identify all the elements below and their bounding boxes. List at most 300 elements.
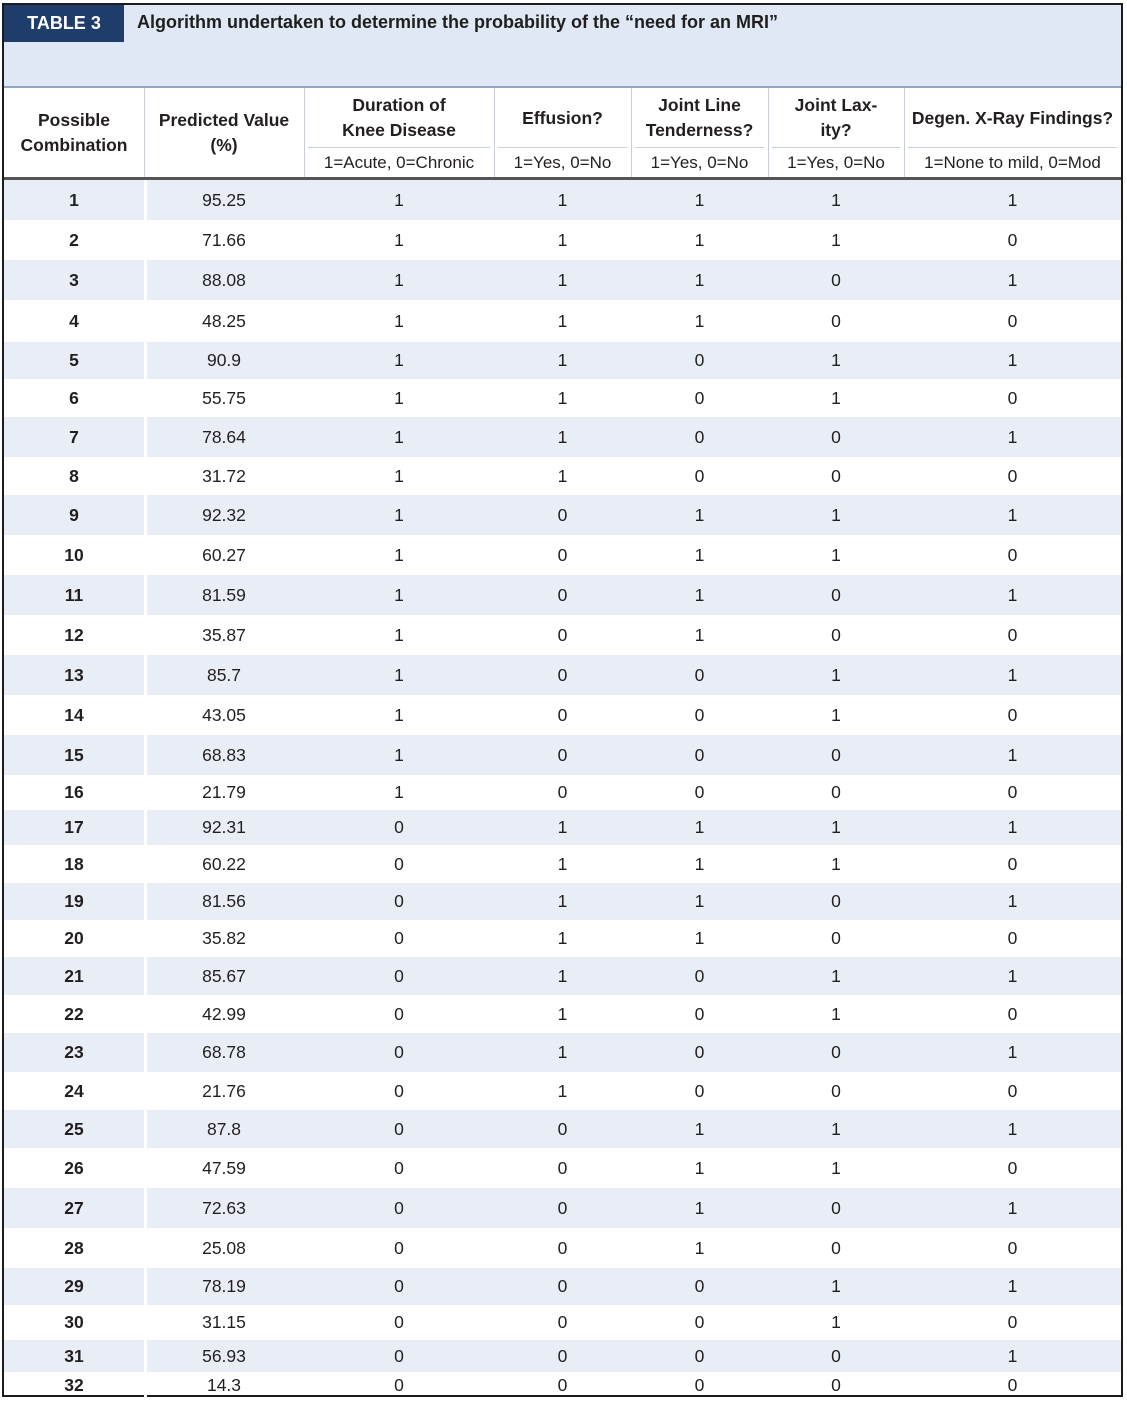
cell-predicted-value: 78.19: [202, 1276, 246, 1296]
table-row: [4, 1072, 1121, 1110]
cell-degen-xray: 1: [1007, 744, 1018, 765]
cell-degen-xray: 0: [1007, 1080, 1018, 1101]
column-divider: [144, 920, 147, 957]
column-divider: [144, 88, 145, 177]
cell-effusion: 1: [557, 1042, 568, 1062]
cell-joint-line-tenderness: 1: [694, 584, 705, 605]
cell-joint-line-tenderness: 1: [694, 1118, 705, 1139]
column-divider: [144, 1268, 147, 1305]
cell-joint-line-tenderness: 1: [694, 189, 705, 210]
table-row: [4, 1033, 1121, 1072]
cell-degen-xray: 1: [1007, 817, 1018, 837]
cell-predicted-value: 31.72: [202, 465, 246, 486]
cell-duration: 0: [394, 1080, 404, 1101]
table-row: [4, 1268, 1121, 1305]
column-divider: [144, 957, 147, 995]
column-divider: [144, 1033, 147, 1072]
cell-predicted-value: 81.56: [202, 891, 246, 911]
column-divider: [144, 1072, 147, 1110]
cell-effusion: 1: [557, 928, 568, 948]
cell-predicted-value: 92.32: [202, 504, 246, 525]
cell-degen-xray: 0: [1007, 387, 1018, 408]
cell-predicted-value: 42.99: [202, 1003, 246, 1024]
header-duration-of-knee-disease: Duration of Knee Disease: [342, 95, 456, 140]
cell-joint-laxity: 1: [831, 189, 841, 210]
cell-effusion: 0: [557, 664, 568, 685]
cell-duration: 1: [394, 544, 404, 565]
cell-effusion: 1: [557, 891, 568, 911]
cell-predicted-value: 71.66: [202, 229, 246, 250]
table-row: [4, 695, 1121, 735]
cell-predicted-value: 48.25: [202, 310, 246, 331]
cell-predicted-value: 56.93: [202, 1345, 246, 1366]
table-row: [4, 1110, 1121, 1148]
cell-joint-laxity: 1: [831, 387, 841, 408]
cell-joint-laxity: 0: [831, 426, 841, 447]
cell-joint-line-tenderness: 0: [694, 782, 705, 802]
cell-joint-line-tenderness: 1: [694, 544, 705, 565]
cell-combination: 23: [64, 1042, 84, 1062]
cell-joint-laxity: 0: [831, 465, 841, 486]
table-row: [4, 995, 1121, 1033]
cell-joint-laxity: 0: [831, 744, 841, 765]
cell-effusion: 1: [557, 1003, 568, 1024]
cell-predicted-value: 47.59: [202, 1157, 246, 1178]
cell-combination: 4: [69, 310, 79, 331]
cell-joint-line-tenderness: 0: [694, 350, 705, 370]
cell-predicted-value: 55.75: [202, 387, 246, 408]
table-row: [4, 417, 1121, 457]
cell-joint-laxity: 0: [831, 1375, 841, 1395]
cell-effusion: 1: [557, 853, 568, 874]
cell-predicted-value: 90.9: [206, 350, 242, 370]
cell-degen-xray: 0: [1007, 853, 1018, 874]
table-row: [4, 920, 1121, 957]
cell-duration: 1: [394, 624, 404, 645]
cell-degen-xray: 1: [1007, 1042, 1018, 1062]
cell-duration: 0: [394, 1375, 404, 1395]
cell-degen-xray: 1: [1007, 1118, 1018, 1139]
cell-predicted-value: 21.76: [202, 1080, 246, 1101]
cell-degen-xray: 0: [1007, 782, 1018, 802]
cell-degen-xray: 0: [1007, 229, 1018, 250]
cell-effusion: 0: [557, 504, 568, 525]
cell-predicted-value: 68.78: [202, 1042, 246, 1062]
cell-duration: 0: [394, 1276, 404, 1296]
cell-predicted-value: 60.22: [202, 853, 246, 874]
cell-duration: 0: [394, 1237, 404, 1258]
cell-degen-xray: 0: [1007, 1003, 1018, 1024]
table-row: [4, 1372, 1121, 1399]
cell-combination: 17: [64, 817, 84, 837]
cell-predicted-value: 85.7: [206, 664, 242, 685]
cell-duration: 1: [394, 426, 404, 447]
cell-joint-line-tenderness: 1: [694, 891, 705, 911]
cell-joint-laxity: 0: [831, 1237, 841, 1258]
cell-effusion: 0: [557, 1276, 568, 1296]
table-row: [4, 342, 1121, 379]
cell-effusion: 0: [557, 1312, 568, 1332]
cell-predicted-value: 21.79: [202, 782, 246, 802]
cell-degen-xray: 1: [1007, 965, 1018, 986]
cell-effusion: 1: [557, 189, 568, 210]
column-divider: [144, 995, 147, 1033]
cell-effusion: 1: [557, 387, 568, 408]
cell-effusion: 0: [557, 544, 568, 565]
cell-joint-laxity: 0: [831, 584, 841, 605]
cell-predicted-value: 31.15: [202, 1312, 246, 1332]
column-divider: [631, 88, 632, 177]
cell-joint-line-tenderness: 0: [694, 1003, 705, 1024]
cell-duration: 0: [394, 817, 404, 837]
column-divider: [144, 379, 147, 417]
cell-degen-xray: 0: [1007, 624, 1018, 645]
cell-joint-laxity: 0: [831, 310, 841, 331]
column-divider: [144, 1148, 147, 1188]
column-divider: [144, 1340, 147, 1372]
header-duration-of-knee-disease-coding: 1=Acute, 0=Chronic: [323, 153, 475, 172]
column-divider: [904, 88, 905, 177]
cell-joint-laxity: 1: [831, 1157, 841, 1178]
cell-effusion: 1: [557, 817, 568, 837]
cell-effusion: 1: [557, 465, 568, 486]
cell-effusion: 0: [557, 624, 568, 645]
cell-combination: 18: [64, 853, 84, 874]
header-divider: [498, 147, 627, 148]
cell-joint-line-tenderness: 0: [694, 387, 705, 408]
table-row: [4, 957, 1121, 995]
cell-joint-laxity: 1: [831, 544, 841, 565]
cell-combination: 3: [69, 269, 79, 290]
cell-joint-laxity: 0: [831, 1042, 841, 1062]
cell-duration: 1: [394, 387, 404, 408]
cell-effusion: 0: [557, 1197, 568, 1218]
column-divider: [144, 883, 147, 920]
cell-combination: 29: [64, 1276, 84, 1296]
column-divider: [494, 88, 495, 177]
cell-combination: 24: [64, 1080, 84, 1101]
column-divider: [144, 417, 147, 457]
cell-joint-laxity: 0: [831, 624, 841, 645]
cell-joint-laxity: 1: [831, 817, 841, 837]
cell-duration: 1: [394, 704, 404, 725]
cell-predicted-value: 88.08: [202, 269, 246, 290]
cell-joint-line-tenderness: 0: [694, 1345, 705, 1366]
column-divider: [144, 810, 147, 845]
column-divider: [144, 775, 147, 810]
header-divider: [772, 147, 900, 148]
cell-predicted-value: 92.31: [202, 817, 246, 837]
cell-joint-laxity: 0: [831, 1080, 841, 1101]
cell-joint-laxity: 1: [831, 704, 841, 725]
caption-band: [4, 5, 1121, 88]
table-row: [4, 735, 1121, 775]
cell-joint-line-tenderness: 0: [694, 704, 705, 725]
cell-joint-line-tenderness: 0: [694, 664, 705, 685]
cell-combination: 30: [64, 1312, 84, 1332]
column-divider: [768, 88, 769, 177]
cell-duration: 1: [394, 229, 404, 250]
cell-joint-line-tenderness: 1: [694, 1157, 705, 1178]
cell-effusion: 0: [557, 1118, 568, 1139]
cell-combination: 32: [64, 1375, 84, 1395]
cell-predicted-value: 68.83: [202, 744, 246, 765]
column-divider: [144, 300, 147, 342]
cell-effusion: 0: [557, 1375, 568, 1395]
header-joint-line-tenderness: Joint Line Tenderness?: [645, 95, 754, 140]
cell-combination: 19: [64, 891, 84, 911]
table-row: [4, 379, 1121, 417]
header-effusion: Effusion?: [522, 107, 603, 128]
cell-degen-xray: 1: [1007, 584, 1018, 605]
column-divider: [144, 342, 147, 379]
cell-joint-line-tenderness: 0: [694, 465, 705, 486]
header-effusion-coding: 1=Yes, 0=No: [513, 153, 612, 172]
cell-predicted-value: 87.8: [206, 1118, 242, 1139]
cell-combination: 28: [64, 1237, 84, 1258]
cell-predicted-value: 78.64: [202, 426, 246, 447]
cell-effusion: 1: [557, 350, 568, 370]
table-row: [4, 615, 1121, 655]
cell-combination: 6: [69, 387, 79, 408]
table-row: [4, 260, 1121, 300]
cell-combination: 20: [64, 928, 84, 948]
cell-joint-line-tenderness: 1: [694, 853, 705, 874]
cell-combination: 16: [64, 782, 84, 802]
table-row: [4, 535, 1121, 575]
cell-effusion: 1: [557, 1080, 568, 1101]
table-title: Algorithm undertaken to determine the probability of the “need for an MRI”: [137, 12, 779, 32]
table-row: [4, 810, 1121, 845]
cell-effusion: 0: [557, 1237, 568, 1258]
cell-joint-laxity: 1: [831, 965, 841, 986]
cell-joint-laxity: 1: [831, 1312, 841, 1332]
cell-joint-laxity: 1: [831, 1276, 841, 1296]
column-divider: [144, 1305, 147, 1340]
cell-joint-laxity: 0: [831, 891, 841, 911]
cell-duration: 1: [394, 350, 404, 370]
cell-duration: 1: [394, 584, 404, 605]
cell-predicted-value: 25.08: [202, 1237, 246, 1258]
column-divider: [144, 575, 147, 615]
cell-predicted-value: 81.59: [202, 584, 246, 605]
column-divider: [144, 1228, 147, 1268]
cell-joint-laxity: 1: [831, 504, 841, 525]
column-divider: [144, 655, 147, 695]
cell-duration: 1: [394, 744, 404, 765]
cell-effusion: 1: [557, 426, 568, 447]
table-row: [4, 220, 1121, 260]
cell-joint-line-tenderness: 1: [694, 310, 705, 331]
cell-degen-xray: 0: [1007, 1157, 1018, 1178]
cell-predicted-value: 72.63: [202, 1197, 246, 1218]
table-row: [4, 180, 1121, 220]
cell-degen-xray: 1: [1007, 189, 1018, 210]
column-divider: [144, 1188, 147, 1228]
cell-joint-line-tenderness: 0: [694, 1042, 705, 1062]
cell-duration: 1: [394, 664, 404, 685]
cell-degen-xray: 1: [1007, 350, 1018, 370]
cell-degen-xray: 0: [1007, 1375, 1018, 1395]
cell-joint-line-tenderness: 0: [694, 1276, 705, 1296]
cell-duration: 0: [394, 1345, 404, 1366]
table-row: [4, 883, 1121, 920]
cell-combination: 2: [69, 229, 79, 250]
cell-duration: 1: [394, 504, 404, 525]
column-divider: [144, 695, 147, 735]
table-row: [4, 1148, 1121, 1188]
cell-duration: 0: [394, 928, 404, 948]
cell-joint-laxity: 1: [831, 1118, 841, 1139]
table-row: [4, 495, 1121, 535]
cell-effusion: 0: [557, 782, 568, 802]
table-header: [4, 88, 1121, 180]
cell-duration: 0: [394, 1197, 404, 1218]
cell-effusion: 1: [557, 229, 568, 250]
cell-effusion: 0: [557, 584, 568, 605]
cell-predicted-value: 14.3: [206, 1375, 242, 1395]
header-degen-xray-findings: Degen. X-Ray Findings?: [911, 107, 1114, 128]
cell-combination: 11: [64, 584, 84, 605]
cell-predicted-value: 35.87: [202, 624, 246, 645]
cell-degen-xray: 0: [1007, 1312, 1018, 1332]
header-degen-xray-findings-coding: 1=None to mild, 0=Mod: [924, 153, 1101, 172]
cell-duration: 1: [394, 310, 404, 331]
header-predicted-value: Predicted Value (%): [158, 109, 290, 155]
cell-joint-line-tenderness: 0: [694, 1375, 705, 1395]
table-row: [4, 1305, 1121, 1340]
cell-degen-xray: 1: [1007, 664, 1018, 685]
cell-degen-xray: 1: [1007, 269, 1018, 290]
cell-combination: 25: [64, 1118, 84, 1139]
table-number-label: TABLE 3: [4, 5, 124, 42]
column-divider: [144, 457, 147, 495]
header-possible-combination: Possible Combination: [20, 109, 128, 155]
cell-joint-line-tenderness: 1: [694, 504, 705, 525]
cell-degen-xray: 1: [1007, 426, 1018, 447]
cell-joint-laxity: 1: [831, 1003, 841, 1024]
column-divider: [144, 495, 147, 535]
cell-combination: 22: [64, 1003, 84, 1024]
cell-degen-xray: 1: [1007, 1276, 1018, 1296]
cell-joint-laxity: 0: [831, 928, 841, 948]
cell-predicted-value: 60.27: [202, 544, 246, 565]
cell-effusion: 0: [557, 1157, 568, 1178]
cell-combination: 14: [64, 704, 84, 725]
header-divider: [908, 147, 1117, 148]
column-divider: [144, 220, 147, 260]
table-frame: [2, 3, 1123, 1397]
table-row: [4, 845, 1121, 883]
cell-predicted-value: 95.25: [202, 189, 246, 210]
cell-combination: 1: [69, 189, 79, 210]
cell-degen-xray: 0: [1007, 928, 1018, 948]
table-row: [4, 1228, 1121, 1268]
header-divider: [308, 147, 490, 148]
cell-duration: 1: [394, 269, 404, 290]
cell-joint-laxity: 1: [831, 350, 841, 370]
column-divider: [144, 260, 147, 300]
cell-joint-laxity: 0: [831, 269, 841, 290]
cell-predicted-value: 35.82: [202, 928, 246, 948]
cell-duration: 0: [394, 1118, 404, 1139]
cell-degen-xray: 0: [1007, 704, 1018, 725]
cell-combination: 5: [69, 350, 79, 370]
cell-degen-xray: 0: [1007, 1237, 1018, 1258]
column-divider: [144, 735, 147, 775]
table-row: [4, 1188, 1121, 1228]
table-row: [4, 300, 1121, 342]
column-divider: [144, 845, 147, 883]
cell-combination: 7: [69, 426, 79, 447]
cell-duration: 1: [394, 782, 404, 802]
table-row: [4, 575, 1121, 615]
cell-combination: 31: [64, 1345, 84, 1366]
cell-joint-line-tenderness: 1: [694, 1237, 705, 1258]
cell-combination: 9: [69, 504, 79, 525]
cell-degen-xray: 1: [1007, 891, 1018, 911]
cell-predicted-value: 43.05: [202, 704, 246, 725]
cell-combination: 15: [64, 744, 84, 765]
cell-joint-laxity: 0: [831, 1345, 841, 1366]
cell-combination: 21: [64, 965, 84, 986]
cell-joint-laxity: 1: [831, 853, 841, 874]
cell-degen-xray: 1: [1007, 504, 1018, 525]
cell-joint-line-tenderness: 0: [694, 744, 705, 765]
cell-joint-line-tenderness: 1: [694, 928, 705, 948]
cell-degen-xray: 1: [1007, 1345, 1018, 1366]
cell-duration: 0: [394, 1042, 404, 1062]
cell-combination: 10: [64, 544, 84, 565]
header-joint-line-tenderness-coding: 1=Yes, 0=No: [650, 153, 749, 172]
cell-degen-xray: 0: [1007, 544, 1018, 565]
header-joint-laxity: Joint Lax-ity?: [794, 95, 878, 140]
cell-combination: 12: [64, 624, 84, 645]
cell-combination: 26: [64, 1157, 84, 1178]
cell-joint-laxity: 1: [831, 664, 841, 685]
header-divider: [635, 147, 764, 148]
cell-degen-xray: 1: [1007, 1197, 1018, 1218]
cell-joint-laxity: 0: [831, 782, 841, 802]
cell-duration: 0: [394, 1312, 404, 1332]
cell-effusion: 1: [557, 310, 568, 331]
table-row: [4, 1340, 1121, 1372]
cell-duration: 0: [394, 891, 404, 911]
cell-joint-line-tenderness: 0: [694, 1080, 705, 1101]
cell-predicted-value: 85.67: [202, 965, 246, 986]
cell-duration: 0: [394, 965, 404, 986]
column-divider: [144, 1372, 147, 1399]
cell-effusion: 1: [557, 269, 568, 290]
cell-degen-xray: 0: [1007, 310, 1018, 331]
column-divider: [144, 1110, 147, 1148]
table-row: [4, 655, 1121, 695]
column-divider: [144, 180, 147, 220]
cell-duration: 1: [394, 189, 404, 210]
column-divider: [144, 615, 147, 655]
cell-combination: 13: [64, 664, 84, 685]
cell-effusion: 1: [557, 965, 568, 986]
cell-duration: 0: [394, 1003, 404, 1024]
cell-effusion: 0: [557, 1345, 568, 1366]
cell-joint-line-tenderness: 1: [694, 229, 705, 250]
cell-effusion: 0: [557, 704, 568, 725]
cell-joint-laxity: 1: [831, 229, 841, 250]
cell-joint-laxity: 0: [831, 1197, 841, 1218]
table-row: [4, 457, 1121, 495]
cell-joint-line-tenderness: 0: [694, 965, 705, 986]
cell-combination: 27: [64, 1197, 84, 1218]
